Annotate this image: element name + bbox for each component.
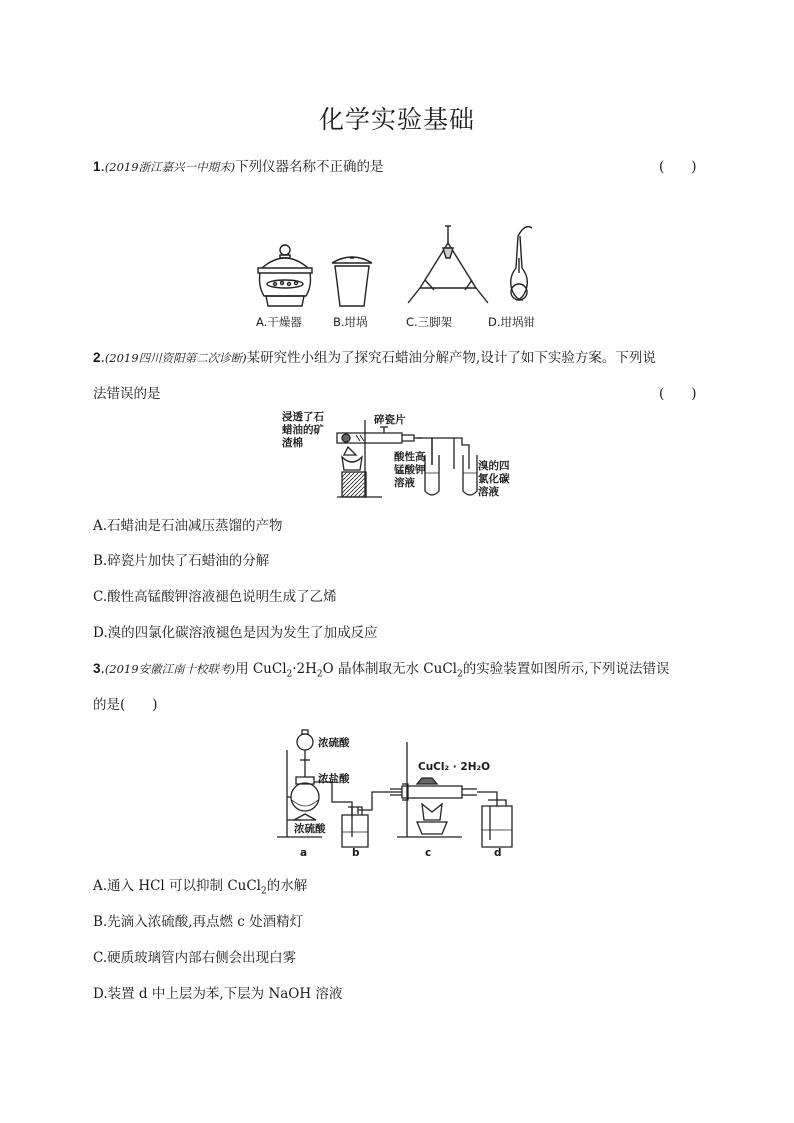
option-d: D.装置 d 中上层为苯,下层为 NaOH 溶液 bbox=[93, 986, 343, 1002]
option-b: B.先滴入浓硫酸,再点燃 c 处酒精灯 bbox=[93, 914, 304, 930]
figure-letter-c: c bbox=[425, 847, 432, 859]
question-number: 1 bbox=[93, 159, 101, 174]
figure-label-bromine-2: 氯化碳 bbox=[478, 473, 510, 485]
figure-label-conc-sulfuric-bottle: 浓硫酸 bbox=[294, 823, 326, 835]
option-label-a: A.干燥器 bbox=[256, 315, 302, 329]
desiccator-drawing bbox=[258, 245, 312, 306]
question-3-stem: 3.(2019安徽江南十校联考)用 $CuCl_2\cdot 2H_2O$ 晶体制取无水 CuCl$_2$的实验装置如图所示,下列说法错误 bbox=[93, 661, 670, 680]
question-text-a: 用 CuCl bbox=[235, 661, 287, 677]
figure-letter-d: d bbox=[494, 847, 502, 859]
figure-letter-a: a bbox=[300, 847, 308, 859]
question-2-stem: 2.(2019四川资阳第二次诊断)某研究性小组为了探究石蜡油分解产物,设计了如下实验方案。下列说 bbox=[93, 350, 656, 366]
option-b: B.碎瓷片加快了石蜡油的分解 bbox=[93, 553, 270, 569]
figure-label-slag-wool-2: 蜡油的矿 bbox=[282, 424, 324, 436]
question-1-stem: 1.(2019浙江嘉兴一中期末)下列仪器名称不正确的是 bbox=[93, 159, 384, 175]
figure-label-bromine-3: 溶液 bbox=[478, 486, 499, 498]
figure-label-conc-sulfuric-top: 浓硫酸 bbox=[318, 737, 350, 749]
figure-label-bromine-1: 溴的四 bbox=[478, 460, 510, 472]
question-text-c: O 晶体制取无水 CuCl bbox=[322, 661, 457, 677]
option-label-c: C.三脚架 bbox=[406, 315, 453, 329]
option-c: C.酸性高锰酸钾溶液褪色说明生成了乙烯 bbox=[93, 589, 337, 605]
question-3-stem-line2: 的是( ) bbox=[93, 697, 158, 713]
option-c: C.硬质玻璃管内部右侧会出现白雾 bbox=[93, 950, 297, 966]
question-text: 下列仪器名称不正确的是 bbox=[235, 159, 384, 175]
subscript: 2 bbox=[261, 886, 267, 897]
triangle-drawing bbox=[408, 226, 488, 303]
apparatus-figure-3 bbox=[272, 722, 532, 862]
subscript: 2 bbox=[316, 669, 323, 680]
subscript: 2 bbox=[286, 669, 293, 680]
question-2-stem-line2: 法错误的是 bbox=[93, 386, 161, 402]
figure-label-porcelain: 碎瓷片 bbox=[374, 414, 406, 426]
question-text: 某研究性小组为了探究石蜡油分解产物,设计了如下实验方案。下列说 bbox=[246, 350, 656, 366]
figure-label-conc-hcl: 浓盐酸 bbox=[318, 773, 350, 785]
question-text-d: 的实验装置如图所示,下列说法错误 bbox=[462, 661, 670, 677]
option-d: D.溴的四氯化碳溶液褪色是因为发生了加成反应 bbox=[93, 625, 378, 641]
option-label-b: B.坩埚 bbox=[333, 315, 368, 329]
crucible-drawing bbox=[332, 257, 372, 306]
option-a-text-end: 的水解 bbox=[266, 878, 308, 894]
answer-blank: ( ) bbox=[659, 386, 697, 402]
apparatus-figure-2 bbox=[282, 405, 512, 505]
figure-label-cucl2-hydrate: CuCl₂ · 2H₂O bbox=[418, 761, 491, 773]
figure-label-slag-wool-3: 渣棉 bbox=[282, 437, 303, 449]
option-a-text: A.通入 HCl 可以抑制 CuCl bbox=[93, 878, 262, 894]
question-number: 2 bbox=[93, 350, 101, 365]
option-label-d: D.坩埚钳 bbox=[488, 315, 536, 329]
figure-letter-b: b bbox=[352, 847, 360, 859]
page-title: 化学实验基础 bbox=[318, 105, 475, 134]
figure-label-kmno4-2: 锰酸钾 bbox=[394, 464, 426, 476]
option-a bbox=[93, 874, 307, 897]
question-text-b: ·2H bbox=[292, 661, 317, 677]
question-source: (2019四川资阳第二次诊断) bbox=[104, 351, 247, 365]
figure-label-slag-wool-1: 浸透了石 bbox=[282, 411, 324, 423]
subscript: 2 bbox=[456, 669, 463, 680]
option-a: A.石蜡油是石油减压蒸馏的产物 bbox=[93, 518, 283, 534]
answer-blank: ( ) bbox=[659, 159, 697, 175]
figure-label-kmno4-3: 溶液 bbox=[394, 477, 415, 489]
tongs-drawing bbox=[511, 227, 532, 300]
figure-label-kmno4-1: 酸性高 bbox=[394, 451, 426, 463]
question-source: (2019浙江嘉兴一中期末) bbox=[104, 160, 236, 174]
question-number: 3 bbox=[93, 661, 101, 676]
question-source: (2019安徽江南十校联考) bbox=[104, 662, 236, 676]
